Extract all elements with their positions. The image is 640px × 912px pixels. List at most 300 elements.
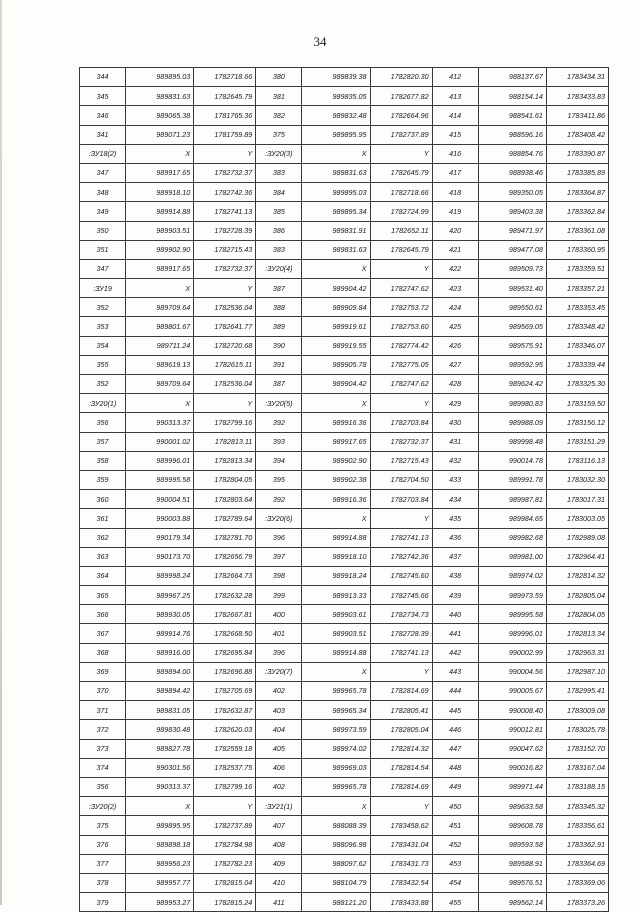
- table-cell-x-coordinate: 989916.00: [126, 643, 194, 662]
- table-cell-x-coordinate: 989991.78: [478, 470, 546, 489]
- table-cell-point-number: 373: [80, 739, 126, 758]
- table-cell-y-coordinate: 1782632.87: [194, 701, 256, 720]
- table-cell-y-coordinate: 1782742.36: [370, 547, 432, 566]
- table-cell-x-coordinate: 989709.64: [126, 375, 194, 394]
- table-cell-y-coordinate: 1782804.05: [546, 605, 608, 624]
- table-row: [80, 509, 609, 528]
- table-cell-y-coordinate: 1783373.26: [546, 893, 608, 912]
- table-cell-y-coordinate: Y: [370, 394, 432, 413]
- table-cell-y-coordinate: 1783433.83: [546, 87, 608, 106]
- table-cell-point-number: 431: [432, 432, 478, 451]
- table-cell-point-number: 452: [432, 835, 478, 854]
- table-cell-y-coordinate: Y: [194, 394, 256, 413]
- table-cell-y-coordinate: 1782734.73: [370, 605, 432, 624]
- table-cell-y-coordinate: 1783353.45: [546, 298, 608, 317]
- table-cell-point-number: :ЗУ20(1): [80, 394, 126, 413]
- table-cell-point-number: 438: [432, 566, 478, 585]
- table-cell-y-coordinate: 1782696.88: [194, 662, 256, 681]
- table-cell-x-coordinate: 988154.14: [478, 87, 546, 106]
- table-cell-y-coordinate: 1783356.61: [546, 816, 608, 835]
- table-cell-y-coordinate: 1782987.10: [546, 662, 608, 681]
- table-cell-x-coordinate: 989562.14: [478, 893, 546, 912]
- table-cell-x-coordinate: 990014.78: [478, 451, 546, 470]
- table-cell-y-coordinate: 1782814.32: [370, 739, 432, 758]
- table-cell-x-coordinate: 989831.91: [302, 221, 370, 240]
- table-cell-y-coordinate: 1783017.31: [546, 490, 608, 509]
- table-cell-x-coordinate: 989965.78: [302, 777, 370, 796]
- table-cell-x-coordinate: 989588.91: [478, 854, 546, 873]
- table-cell-x-coordinate: 990005.67: [478, 682, 546, 701]
- table-row: [80, 221, 609, 240]
- table-cell-x-coordinate: X: [302, 259, 370, 278]
- table-cell-point-number: 348: [80, 183, 126, 202]
- table-cell-point-number: 372: [80, 720, 126, 739]
- table-row: [80, 202, 609, 221]
- table-cell-point-number: 365: [80, 586, 126, 605]
- table-cell-point-number: 434: [432, 490, 478, 509]
- table-cell-point-number: 416: [432, 144, 478, 163]
- table-cell-y-coordinate: 1782964.41: [546, 547, 608, 566]
- table-cell-point-number: 386: [256, 221, 302, 240]
- table-cell-x-coordinate: 988121.20: [302, 893, 370, 912]
- table-cell-x-coordinate: 989973.59: [478, 586, 546, 605]
- table-cell-point-number: 422: [432, 259, 478, 278]
- table-cell-x-coordinate: 990016.82: [478, 758, 546, 777]
- table-cell-y-coordinate: 1783357.21: [546, 279, 608, 298]
- table-cell-point-number: :ЗУ20(4): [256, 259, 302, 278]
- table-cell-x-coordinate: 989509.73: [478, 259, 546, 278]
- table-cell-y-coordinate: 1783433.88: [370, 893, 432, 912]
- table-cell-x-coordinate: X: [126, 394, 194, 413]
- table-cell-x-coordinate: 989894.42: [126, 682, 194, 701]
- table-cell-x-coordinate: 988097.62: [302, 854, 370, 873]
- table-cell-x-coordinate: 989982.68: [478, 528, 546, 547]
- table-cell-point-number: 433: [432, 470, 478, 489]
- table-cell-y-coordinate: 1782664.73: [194, 566, 256, 585]
- table-cell-x-coordinate: 989981.00: [478, 547, 546, 566]
- table-cell-y-coordinate: 1782718.66: [370, 183, 432, 202]
- table-cell-y-coordinate: 1783408.42: [546, 125, 608, 144]
- table-row: [80, 605, 609, 624]
- table-cell-y-coordinate: 1782815.04: [194, 873, 256, 892]
- table-cell-point-number: 408: [256, 835, 302, 854]
- table-cell-point-number: 378: [80, 873, 126, 892]
- table-cell-point-number: 371: [80, 701, 126, 720]
- table-cell-point-number: 356: [80, 777, 126, 796]
- table-cell-x-coordinate: 989913.33: [302, 586, 370, 605]
- table-cell-point-number: 419: [432, 202, 478, 221]
- table-cell-x-coordinate: 988088.39: [302, 816, 370, 835]
- table-cell-x-coordinate: 989987.81: [478, 490, 546, 509]
- table-cell-y-coordinate: 1782705.69: [194, 682, 256, 701]
- table-cell-y-coordinate: 1782741.13: [370, 643, 432, 662]
- table-row: [80, 87, 609, 106]
- table-cell-y-coordinate: Y: [194, 797, 256, 816]
- table-cell-point-number: 349: [80, 202, 126, 221]
- table-cell-y-coordinate: 1782695.84: [194, 643, 256, 662]
- table-cell-x-coordinate: 988938.46: [478, 163, 546, 182]
- table-cell-x-coordinate: 989903.61: [302, 605, 370, 624]
- table-cell-point-number: 351: [80, 240, 126, 259]
- table-cell-y-coordinate: 1782745.66: [370, 586, 432, 605]
- table-cell-y-coordinate: 1782536.04: [194, 298, 256, 317]
- table-row: [80, 739, 609, 758]
- table-row: [80, 336, 609, 355]
- table-cell-point-number: 381: [256, 87, 302, 106]
- table-cell-x-coordinate: 990179.34: [126, 528, 194, 547]
- table-cell-y-coordinate: 1782814.54: [370, 758, 432, 777]
- table-cell-point-number: 352: [80, 298, 126, 317]
- table-cell-x-coordinate: 989967.25: [126, 586, 194, 605]
- table-cell-point-number: 448: [432, 758, 478, 777]
- table-cell-y-coordinate: Y: [194, 279, 256, 298]
- table-cell-point-number: 353: [80, 317, 126, 336]
- table-cell-x-coordinate: 989576.51: [478, 873, 546, 892]
- table-cell-x-coordinate: 989831.63: [126, 87, 194, 106]
- table-cell-x-coordinate: 989895.95: [302, 125, 370, 144]
- table-cell-y-coordinate: 1782720.68: [194, 336, 256, 355]
- table-cell-x-coordinate: 989592.95: [478, 355, 546, 374]
- table-cell-x-coordinate: 989839.38: [302, 68, 370, 87]
- table-cell-x-coordinate: 990001.02: [126, 432, 194, 451]
- table-row: [80, 662, 609, 681]
- table-cell-x-coordinate: 989902.38: [302, 470, 370, 489]
- table-cell-x-coordinate: 989709.64: [126, 298, 194, 317]
- table-row: [80, 394, 609, 413]
- table-cell-point-number: 360: [80, 490, 126, 509]
- table-cell-x-coordinate: 989971.44: [478, 777, 546, 796]
- table-cell-y-coordinate: 1781765.36: [194, 106, 256, 125]
- table-cell-point-number: 362: [80, 528, 126, 547]
- table-cell-x-coordinate: 989995.58: [478, 605, 546, 624]
- table-cell-y-coordinate: Y: [370, 144, 432, 163]
- table-cell-y-coordinate: 1783434.31: [546, 68, 608, 87]
- table-cell-y-coordinate: 1783385.89: [546, 163, 608, 182]
- table-cell-y-coordinate: 1782715.43: [370, 451, 432, 470]
- page-edge: [0, 0, 2, 905]
- table-cell-x-coordinate: 990047.62: [478, 739, 546, 758]
- table-cell-x-coordinate: 989831.05: [126, 701, 194, 720]
- table-cell-y-coordinate: 1782784.98: [194, 835, 256, 854]
- table-cell-y-coordinate: 1783362.84: [546, 202, 608, 221]
- table-cell-y-coordinate: 1782805.04: [370, 720, 432, 739]
- table-cell-point-number: 391: [256, 355, 302, 374]
- table-cell-point-number: 368: [80, 643, 126, 662]
- table-cell-point-number: 418: [432, 183, 478, 202]
- table-cell-x-coordinate: 989711.24: [126, 336, 194, 355]
- table-cell-y-coordinate: 1783025.78: [546, 720, 608, 739]
- table-cell-point-number: 428: [432, 375, 478, 394]
- table-cell-y-coordinate: 1782703.84: [370, 413, 432, 432]
- table-cell-point-number: 439: [432, 586, 478, 605]
- table-row: [80, 835, 609, 854]
- table-cell-x-coordinate: 989917.65: [126, 163, 194, 182]
- table-cell-y-coordinate: 1782732.37: [370, 432, 432, 451]
- table-cell-point-number: :ЗУ20(5): [256, 394, 302, 413]
- table-cell-y-coordinate: 1782652.11: [370, 221, 432, 240]
- table-cell-point-number: 385: [256, 202, 302, 221]
- table-cell-point-number: 404: [256, 720, 302, 739]
- table-cell-x-coordinate: 989898.18: [126, 835, 194, 854]
- table-cell-point-number: 455: [432, 893, 478, 912]
- table-row: [80, 624, 609, 643]
- table-cell-x-coordinate: 990313.37: [126, 777, 194, 796]
- table-cell-y-coordinate: 1782745.60: [370, 566, 432, 585]
- table-cell-point-number: 375: [80, 816, 126, 835]
- table-cell-point-number: 356: [80, 413, 126, 432]
- table-cell-y-coordinate: 1782753.60: [370, 317, 432, 336]
- table-row: [80, 720, 609, 739]
- table-cell-x-coordinate: 989914.88: [302, 643, 370, 662]
- table-cell-y-coordinate: 1781759.89: [194, 125, 256, 144]
- table-cell-x-coordinate: 989831.63: [302, 163, 370, 182]
- table-cell-point-number: 403: [256, 701, 302, 720]
- table-cell-point-number: :ЗУ18(2): [80, 144, 126, 163]
- table-cell-x-coordinate: 989830.48: [126, 720, 194, 739]
- table-row: [80, 106, 609, 125]
- table-cell-point-number: 379: [80, 893, 126, 912]
- table-cell-y-coordinate: 1782656.79: [194, 547, 256, 566]
- table-cell-point-number: 388: [256, 298, 302, 317]
- table-cell-x-coordinate: 989071.23: [126, 125, 194, 144]
- table-cell-y-coordinate: 1783362.91: [546, 835, 608, 854]
- table-cell-x-coordinate: 989953.27: [126, 893, 194, 912]
- table-cell-x-coordinate: 989957.77: [126, 873, 194, 892]
- page-number: 34: [313, 34, 327, 49]
- table-cell-x-coordinate: 990004.56: [478, 662, 546, 681]
- table-cell-x-coordinate: 989477.08: [478, 240, 546, 259]
- table-cell-point-number: 400: [256, 605, 302, 624]
- table-row: [80, 490, 609, 509]
- table-cell-point-number: 412: [432, 68, 478, 87]
- table-cell-point-number: 352: [80, 375, 126, 394]
- table-cell-y-coordinate: 1782805.41: [370, 701, 432, 720]
- table-cell-x-coordinate: 989916.36: [302, 490, 370, 509]
- table-cell-point-number: 389: [256, 317, 302, 336]
- table-cell-x-coordinate: X: [126, 797, 194, 816]
- table-row: [80, 470, 609, 489]
- table-cell-y-coordinate: 1782645.79: [370, 163, 432, 182]
- table-cell-y-coordinate: 1782715.43: [194, 240, 256, 259]
- table-cell-y-coordinate: 1783339.44: [546, 355, 608, 374]
- table-cell-y-coordinate: 1782789.64: [194, 509, 256, 528]
- table-cell-point-number: 432: [432, 451, 478, 470]
- table-row: [80, 355, 609, 374]
- table-cell-x-coordinate: 989065.38: [126, 106, 194, 125]
- table-cell-x-coordinate: 989918.10: [126, 183, 194, 202]
- table-row: [80, 298, 609, 317]
- table-cell-point-number: 346: [80, 106, 126, 125]
- table-cell-point-number: :ЗУ20(6): [256, 509, 302, 528]
- table-cell-point-number: 401: [256, 624, 302, 643]
- table-cell-y-coordinate: Y: [370, 797, 432, 816]
- table-cell-y-coordinate: 1782667.81: [194, 605, 256, 624]
- table-cell-point-number: :ЗУ20(2): [80, 797, 126, 816]
- table-cell-x-coordinate: 989827.78: [126, 739, 194, 758]
- table-cell-x-coordinate: 988854.76: [478, 144, 546, 163]
- table-cell-point-number: 454: [432, 873, 478, 892]
- table-cell-x-coordinate: 989608.78: [478, 816, 546, 835]
- table-cell-x-coordinate: 989903.51: [126, 221, 194, 240]
- table-cell-x-coordinate: 989919.55: [302, 336, 370, 355]
- table-cell-point-number: 374: [80, 758, 126, 777]
- table-row: [80, 643, 609, 662]
- table-cell-y-coordinate: 1782820.30: [370, 68, 432, 87]
- table-cell-y-coordinate: 1782668.50: [194, 624, 256, 643]
- table-cell-x-coordinate: 989914.88: [302, 528, 370, 547]
- table-cell-point-number: 383: [256, 240, 302, 259]
- table-cell-x-coordinate: 990301.56: [126, 758, 194, 777]
- table-cell-point-number: 357: [80, 432, 126, 451]
- table-row: [80, 873, 609, 892]
- table-cell-point-number: 442: [432, 643, 478, 662]
- table-cell-y-coordinate: 1782814.69: [370, 682, 432, 701]
- table-cell-x-coordinate: 989996.01: [478, 624, 546, 643]
- table-cell-y-coordinate: 1782775.05: [370, 355, 432, 374]
- table-cell-x-coordinate: 989965.34: [302, 701, 370, 720]
- table-cell-point-number: 382: [256, 106, 302, 125]
- table-cell-y-coordinate: 1782799.16: [194, 413, 256, 432]
- table-cell-x-coordinate: X: [302, 144, 370, 163]
- table-cell-y-coordinate: 1783167.04: [546, 758, 608, 777]
- table-cell-y-coordinate: 1782620.03: [194, 720, 256, 739]
- table-cell-x-coordinate: 989965.78: [302, 682, 370, 701]
- table-cell-y-coordinate: 1782718.66: [194, 68, 256, 87]
- table-cell-y-coordinate: 1783188.15: [546, 777, 608, 796]
- table-cell-x-coordinate: 988596.16: [478, 125, 546, 144]
- table-cell-point-number: 440: [432, 605, 478, 624]
- table-cell-x-coordinate: 989917.65: [302, 432, 370, 451]
- table-cell-y-coordinate: 1783359.51: [546, 259, 608, 278]
- table-cell-x-coordinate: 989904.42: [302, 279, 370, 298]
- table-cell-point-number: :ЗУ20(3): [256, 144, 302, 163]
- table-cell-x-coordinate: 989350.05: [478, 183, 546, 202]
- table-cell-y-coordinate: 1783003.05: [546, 509, 608, 528]
- table-cell-point-number: 447: [432, 739, 478, 758]
- table-cell-y-coordinate: 1783390.87: [546, 144, 608, 163]
- table-cell-y-coordinate: Y: [194, 144, 256, 163]
- table-cell-x-coordinate: 988541.61: [478, 106, 546, 125]
- table-cell-point-number: 367: [80, 624, 126, 643]
- table-cell-point-number: 421: [432, 240, 478, 259]
- table-row: [80, 758, 609, 777]
- table-cell-x-coordinate: 989917.65: [126, 259, 194, 278]
- table-cell-x-coordinate: X: [302, 797, 370, 816]
- table-cell-x-coordinate: 989974.02: [302, 739, 370, 758]
- table-cell-point-number: 344: [80, 68, 126, 87]
- table-cell-x-coordinate: 990004.51: [126, 490, 194, 509]
- table-row: [80, 586, 609, 605]
- table-cell-x-coordinate: 989593.58: [478, 835, 546, 854]
- table-cell-y-coordinate: 1782645.79: [370, 240, 432, 259]
- table-cell-y-coordinate: 1783431.73: [370, 854, 432, 873]
- table-cell-x-coordinate: 989918.24: [302, 566, 370, 585]
- table-row: [80, 432, 609, 451]
- table-cell-y-coordinate: 1783152.70: [546, 739, 608, 758]
- table-cell-point-number: 410: [256, 873, 302, 892]
- table-cell-y-coordinate: 1783348.42: [546, 317, 608, 336]
- table-row: [80, 528, 609, 547]
- table-cell-x-coordinate: 990313.37: [126, 413, 194, 432]
- table-cell-point-number: :ЗУ19: [80, 279, 126, 298]
- table-cell-point-number: 364: [80, 566, 126, 585]
- table-cell-x-coordinate: 989909.84: [302, 298, 370, 317]
- table-cell-point-number: 345: [80, 87, 126, 106]
- table-cell-point-number: 443: [432, 662, 478, 681]
- table-cell-x-coordinate: 990002.99: [478, 643, 546, 662]
- table-cell-point-number: 358: [80, 451, 126, 470]
- table-cell-point-number: :ЗУ20(7): [256, 662, 302, 681]
- table-cell-point-number: 450: [432, 797, 478, 816]
- table-cell-point-number: 406: [256, 758, 302, 777]
- table-cell-y-coordinate: Y: [370, 509, 432, 528]
- table-cell-point-number: 396: [256, 643, 302, 662]
- table-cell-point-number: 354: [80, 336, 126, 355]
- table-cell-x-coordinate: 989531.40: [478, 279, 546, 298]
- table-cell-y-coordinate: 1782664.96: [370, 106, 432, 125]
- table-cell-y-coordinate: 1782732.37: [194, 163, 256, 182]
- table-cell-point-number: 441: [432, 624, 478, 643]
- table-cell-point-number: 355: [80, 355, 126, 374]
- table-cell-x-coordinate: 989998.24: [126, 566, 194, 585]
- table-cell-point-number: 392: [256, 413, 302, 432]
- table-cell-point-number: 350: [80, 221, 126, 240]
- table-cell-x-coordinate: 989973.59: [302, 720, 370, 739]
- table-cell-point-number: 399: [256, 586, 302, 605]
- table-row: [80, 375, 609, 394]
- table-cell-y-coordinate: Y: [370, 259, 432, 278]
- table-cell-y-coordinate: 1782747.62: [370, 375, 432, 394]
- table-cell-y-coordinate: 1783346.07: [546, 336, 608, 355]
- table-cell-y-coordinate: 1782781.70: [194, 528, 256, 547]
- table-cell-x-coordinate: 989832.48: [302, 106, 370, 125]
- table-cell-point-number: 415: [432, 125, 478, 144]
- table-cell-x-coordinate: 989575.91: [478, 336, 546, 355]
- table-cell-x-coordinate: 989403.38: [478, 202, 546, 221]
- table-cell-y-coordinate: 1782814.32: [546, 566, 608, 585]
- table-cell-y-coordinate: 1782799.16: [194, 777, 256, 796]
- table-cell-point-number: 396: [256, 528, 302, 547]
- table-cell-y-coordinate: 1783345.32: [546, 797, 608, 816]
- table-cell-point-number: 361: [80, 509, 126, 528]
- table-cell-y-coordinate: 1783156.12: [546, 413, 608, 432]
- table-cell-point-number: 444: [432, 682, 478, 701]
- table-cell-y-coordinate: 1782813.34: [546, 624, 608, 643]
- table-cell-point-number: 411: [256, 893, 302, 912]
- table-cell-y-coordinate: 1782737.89: [194, 816, 256, 835]
- table-cell-y-coordinate: 1782724.99: [370, 202, 432, 221]
- table-cell-point-number: 347: [80, 163, 126, 182]
- table-cell-x-coordinate: X: [302, 509, 370, 528]
- table-cell-y-coordinate: 1783431.04: [370, 835, 432, 854]
- table-cell-y-coordinate: 1782728.39: [194, 221, 256, 240]
- table-cell-x-coordinate: 989801.67: [126, 317, 194, 336]
- table-cell-point-number: 369: [80, 662, 126, 681]
- table-cell-x-coordinate: 989916.36: [302, 413, 370, 432]
- table-row: [80, 701, 609, 720]
- table-cell-x-coordinate: 989835.05: [302, 87, 370, 106]
- table-row: [80, 163, 609, 182]
- table-cell-x-coordinate: X: [126, 279, 194, 298]
- table-cell-point-number: 429: [432, 394, 478, 413]
- table-cell-y-coordinate: 1782813.11: [194, 432, 256, 451]
- table-cell-y-coordinate: 1783364.69: [546, 854, 608, 873]
- table-cell-x-coordinate: 989996.01: [126, 451, 194, 470]
- table-row: [80, 317, 609, 336]
- table-cell-point-number: 427: [432, 355, 478, 374]
- table-cell-point-number: 387: [256, 279, 302, 298]
- table-cell-point-number: 435: [432, 509, 478, 528]
